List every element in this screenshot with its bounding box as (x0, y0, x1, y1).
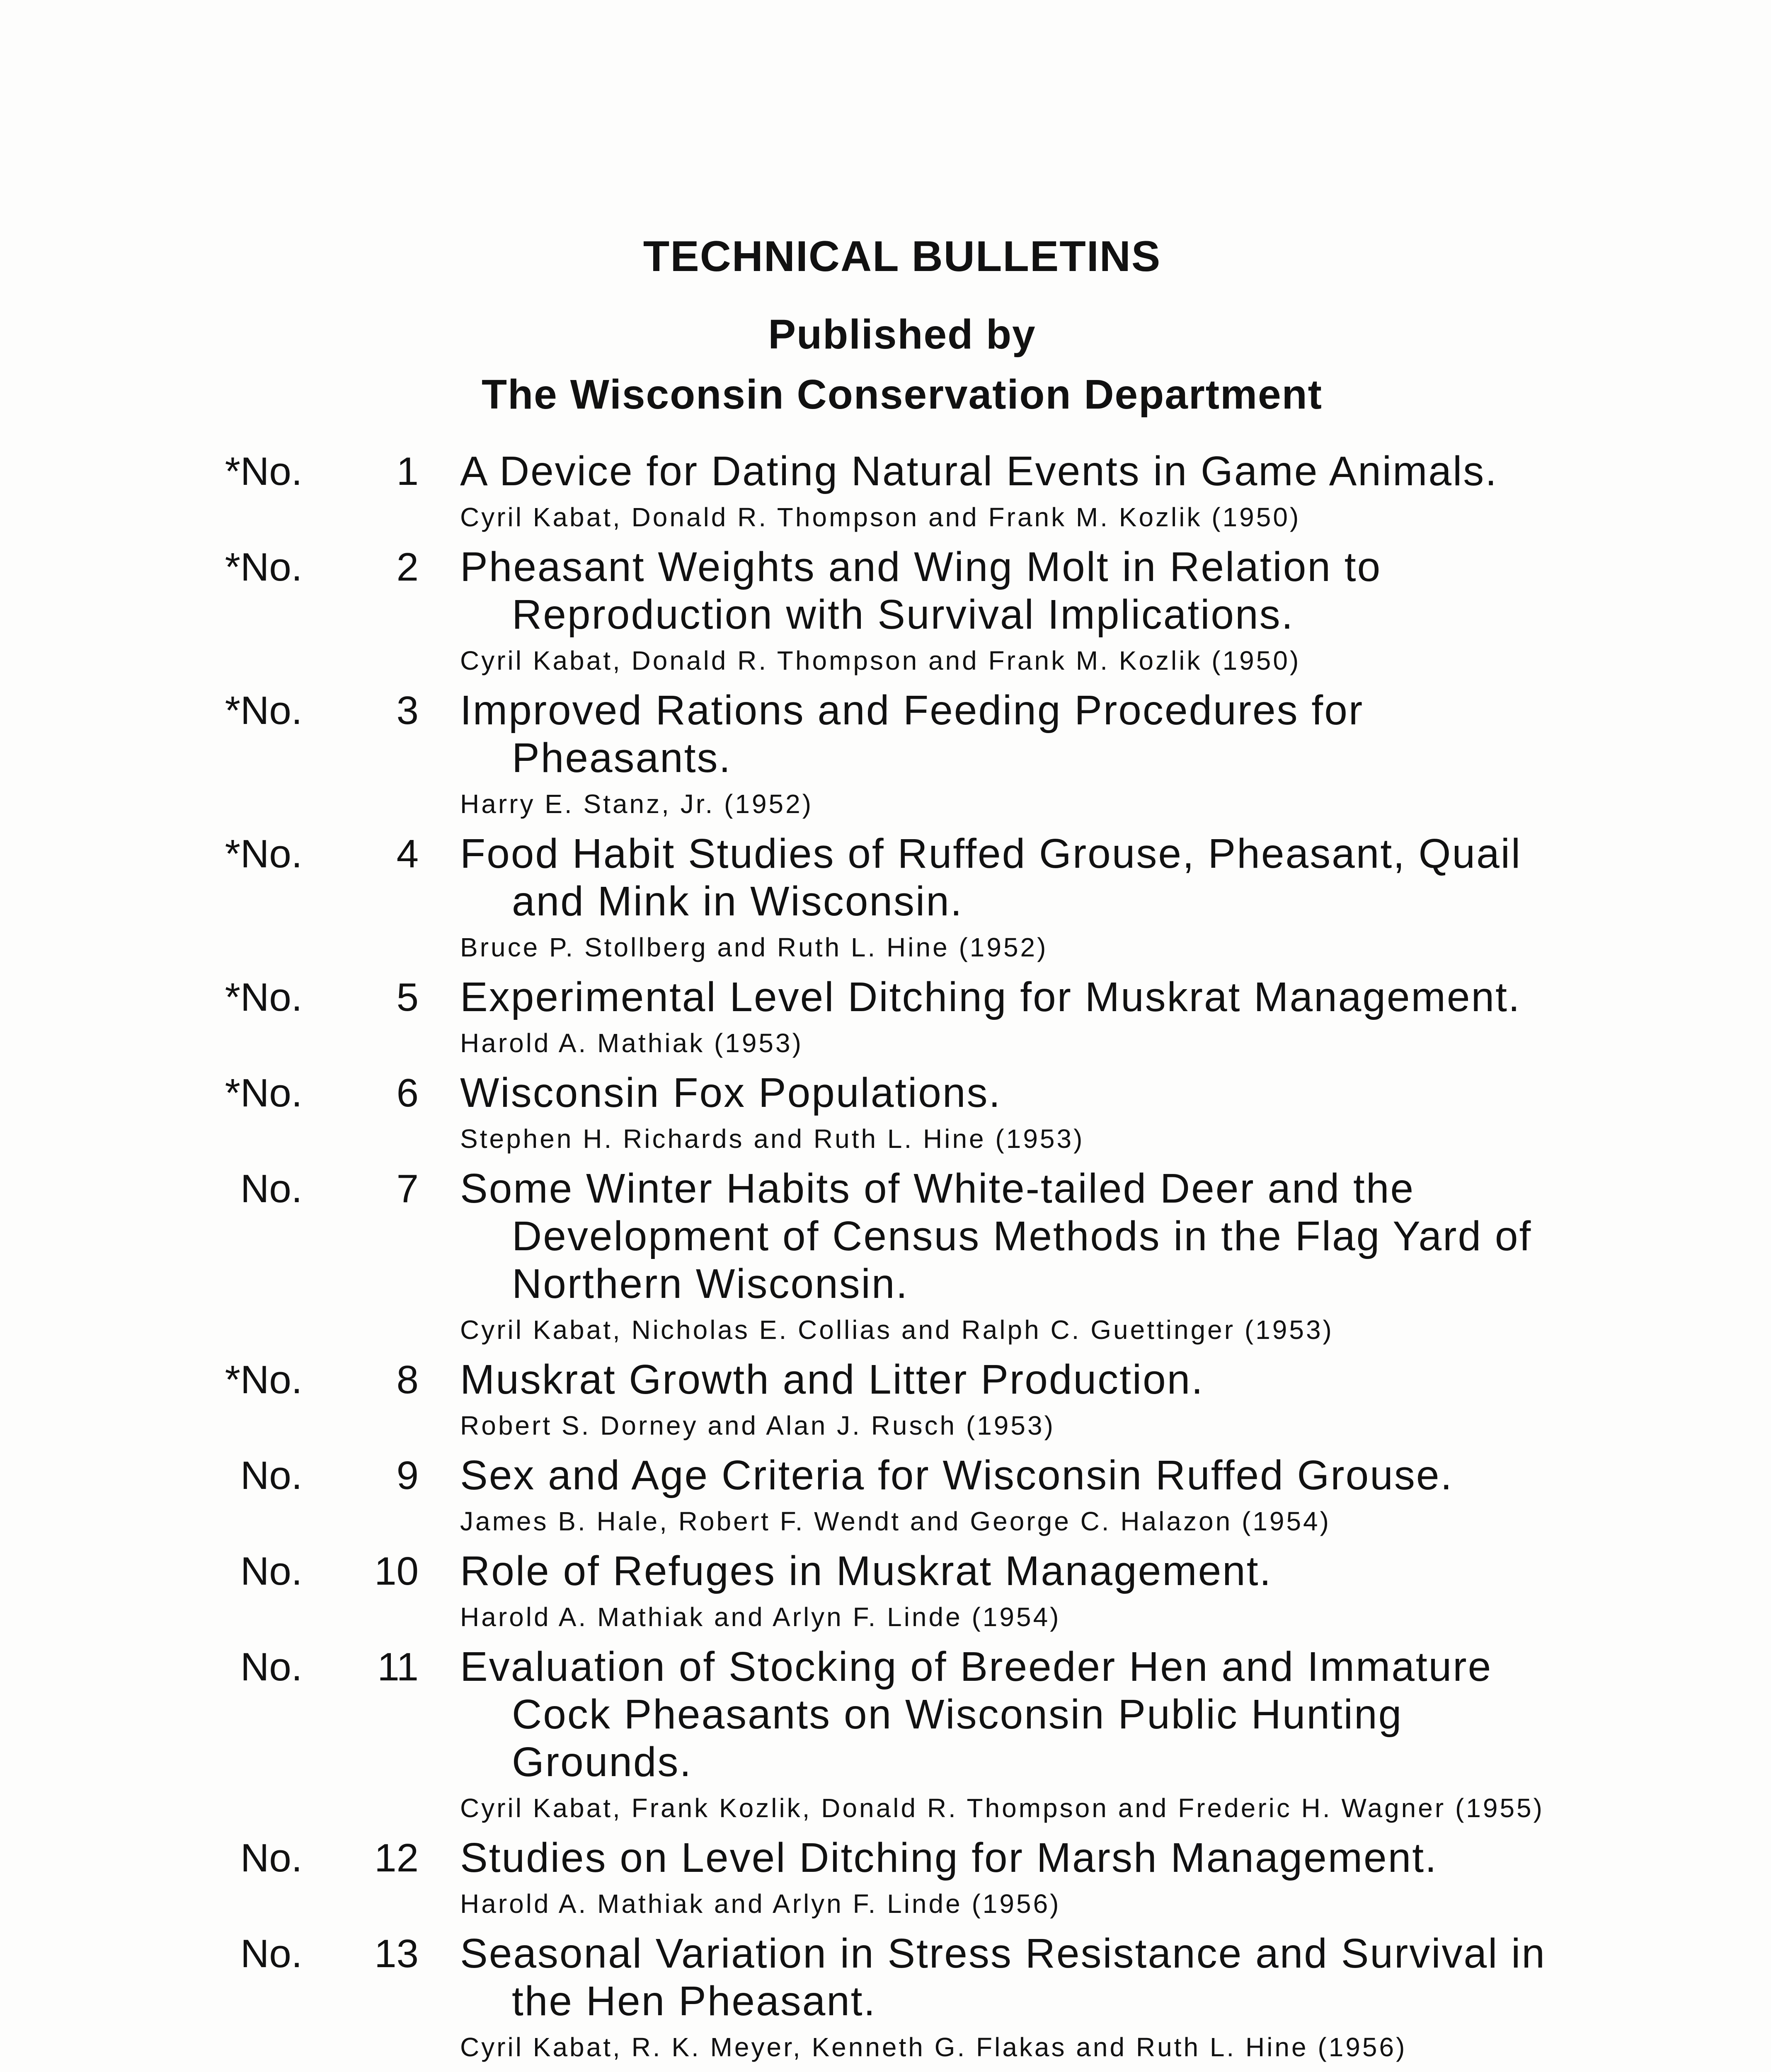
bulletin-authors: Cyril Kabat, Donald R. Thompson and Frank M. Kozlik (1950) (460, 646, 1301, 675)
bulletin-title: Studies on Level Ditching for Marsh Management. (460, 1835, 1438, 1881)
bulletin-number-value: 5 (396, 975, 419, 1019)
bulletin-number-label: No. (240, 975, 303, 1019)
out-of-print-marker: * (225, 1071, 240, 1115)
bulletin-authors: Cyril Kabat, R. K. Meyer, Kenneth G. Flakas and Ruth L. Hine (1956) (460, 2032, 1407, 2062)
bulletin-number (224, 1547, 419, 1595)
bulletin-number (224, 1643, 419, 1691)
published-by-line: Published by (768, 311, 1036, 358)
bulletin-number (224, 1069, 419, 1117)
bulletin-title: Seasonal Variation in Stress Resistance and Survival in the Hen Pheasant. (460, 1930, 1546, 2024)
bulletin-entry (0, 1930, 1771, 2067)
bulletin-title: Role of Refuges in Muskrat Management. (460, 1548, 1272, 1594)
bulletin-entry (0, 687, 1771, 823)
bulletin-number-value: 7 (396, 1167, 419, 1211)
bulletin-authors: Robert S. Dorney and Alan J. Rusch (1953) (460, 1411, 1055, 1440)
bulletin-entry (0, 1547, 1771, 1636)
bulletin-list (0, 448, 1771, 2072)
bulletin-entry (0, 1452, 1771, 1541)
out-of-print-marker: * (225, 688, 240, 733)
bulletin-authors: Bruce P. Stollberg and Ruth L. Hine (1952) (460, 932, 1048, 962)
out-of-print-marker: * (225, 832, 240, 876)
bulletin-number (224, 830, 419, 878)
bulletin-number (224, 1930, 419, 1978)
page-title: TECHNICAL BULLETINS (643, 232, 1161, 281)
bulletin-number-label: No. (240, 688, 303, 733)
out-of-print-marker: * (225, 449, 240, 494)
out-of-print-marker: * (225, 975, 240, 1019)
bulletin-number-label: No. (240, 1453, 303, 1498)
bulletin-number (224, 1452, 419, 1499)
bulletin-number-value: 2 (396, 545, 419, 589)
bulletin-number-label: No. (240, 1836, 303, 1880)
bulletin-number-label: No. (240, 1549, 303, 1593)
bulletin-entry (0, 973, 1771, 1063)
bulletin-entry (0, 543, 1771, 680)
bulletin-entry (0, 1165, 1771, 1349)
bulletin-authors: Stephen H. Richards and Ruth L. Hine (1953) (460, 1124, 1085, 1154)
bulletin-title: Some Winter Habits of White-tailed Deer and the Development of Census Methods in the Flag Yard of Northern Wisconsin. (460, 1165, 1532, 1307)
bulletin-title: Evaluation of Stocking of Breeder Hen and Immature Cock Pheasants on Wisconsin Public Hunting Grounds. (460, 1644, 1492, 1785)
bulletin-authors: Cyril Kabat, Donald R. Thompson and Frank M. Kozlik (1950) (460, 502, 1301, 532)
bulletin-entry (0, 1834, 1771, 1923)
bulletin-number-label: No. (240, 1167, 303, 1211)
bulletin-number (224, 973, 419, 1021)
bulletin-number-value: 13 (374, 1932, 419, 1976)
bulletin-number (224, 687, 419, 734)
bulletin-title: Improved Rations and Feeding Procedures for Pheasants. (460, 687, 1364, 781)
bulletin-entry (0, 448, 1771, 537)
bulletin-number-label: No. (240, 1932, 303, 1976)
bulletin-number (224, 1356, 419, 1404)
bulletin-authors: Cyril Kabat, Nicholas E. Collias and Ralph C. Guettinger (1953) (460, 1315, 1334, 1345)
bulletin-entry (0, 1643, 1771, 1828)
bulletin-number-label: No. (240, 545, 303, 589)
bulletin-title: Sex and Age Criteria for Wisconsin Ruffed Grouse. (460, 1452, 1454, 1498)
bulletin-entry (0, 830, 1771, 967)
bulletin-number-value: 8 (396, 1358, 419, 1402)
bulletin-number (224, 448, 419, 495)
bulletin-authors: James B. Hale, Robert F. Wendt and George C. Halazon (1954) (460, 1506, 1331, 1536)
out-of-print-marker: * (225, 1358, 240, 1402)
bulletin-number-value: 3 (396, 688, 419, 733)
bulletin-title: Food Habit Studies of Ruffed Grouse, Pheasant, Quail and Mink in Wisconsin. (460, 830, 1522, 925)
bulletin-number-value: 11 (377, 1645, 419, 1689)
bulletin-number-value: 9 (396, 1453, 419, 1498)
bulletin-number (224, 1834, 419, 1882)
bulletin-entry (0, 1069, 1771, 1158)
bulletin-number-label: No. (240, 449, 303, 494)
bulletin-authors: Harry E. Stanz, Jr. (1952) (460, 789, 814, 819)
bulletin-number-label: No. (240, 1358, 303, 1402)
bulletin-title: Pheasant Weights and Wing Molt in Relation to Reproduction with Survival Implications. (460, 544, 1382, 638)
bulletin-authors: Harold A. Mathiak and Arlyn F. Linde (1954) (460, 1602, 1061, 1632)
bulletin-number-value: 4 (396, 832, 419, 876)
bulletin-title: A Device for Dating Natural Events in Game Animals. (460, 448, 1498, 494)
bulletin-authors: Harold A. Mathiak (1953) (460, 1028, 803, 1058)
bulletin-number-value: 12 (374, 1836, 419, 1880)
bulletin-title: Wisconsin Fox Populations. (460, 1070, 1002, 1116)
bulletin-title: Experimental Level Ditching for Muskrat Management. (460, 974, 1521, 1020)
bulletin-number (224, 1165, 419, 1213)
bulletin-authors: Harold A. Mathiak and Arlyn F. Linde (1956) (460, 1889, 1061, 1919)
bulletin-number-value: 6 (396, 1071, 419, 1115)
bulletin-entry (0, 1356, 1771, 1445)
bulletin-number-value: 10 (374, 1549, 419, 1593)
bulletin-title: Muskrat Growth and Litter Production. (460, 1356, 1204, 1403)
bulletin-number-label: No. (240, 1645, 303, 1689)
bulletin-number-label: No. (240, 832, 303, 876)
bulletin-number-value: 1 (396, 449, 419, 494)
out-of-print-marker: * (225, 545, 240, 589)
department-line: The Wisconsin Conservation Department (482, 371, 1323, 418)
bulletin-number (224, 543, 419, 591)
bulletin-authors: Cyril Kabat, Frank Kozlik, Donald R. Thompson and Frederic H. Wagner (1955) (460, 1793, 1544, 1823)
bulletin-number-label: No. (240, 1071, 303, 1115)
